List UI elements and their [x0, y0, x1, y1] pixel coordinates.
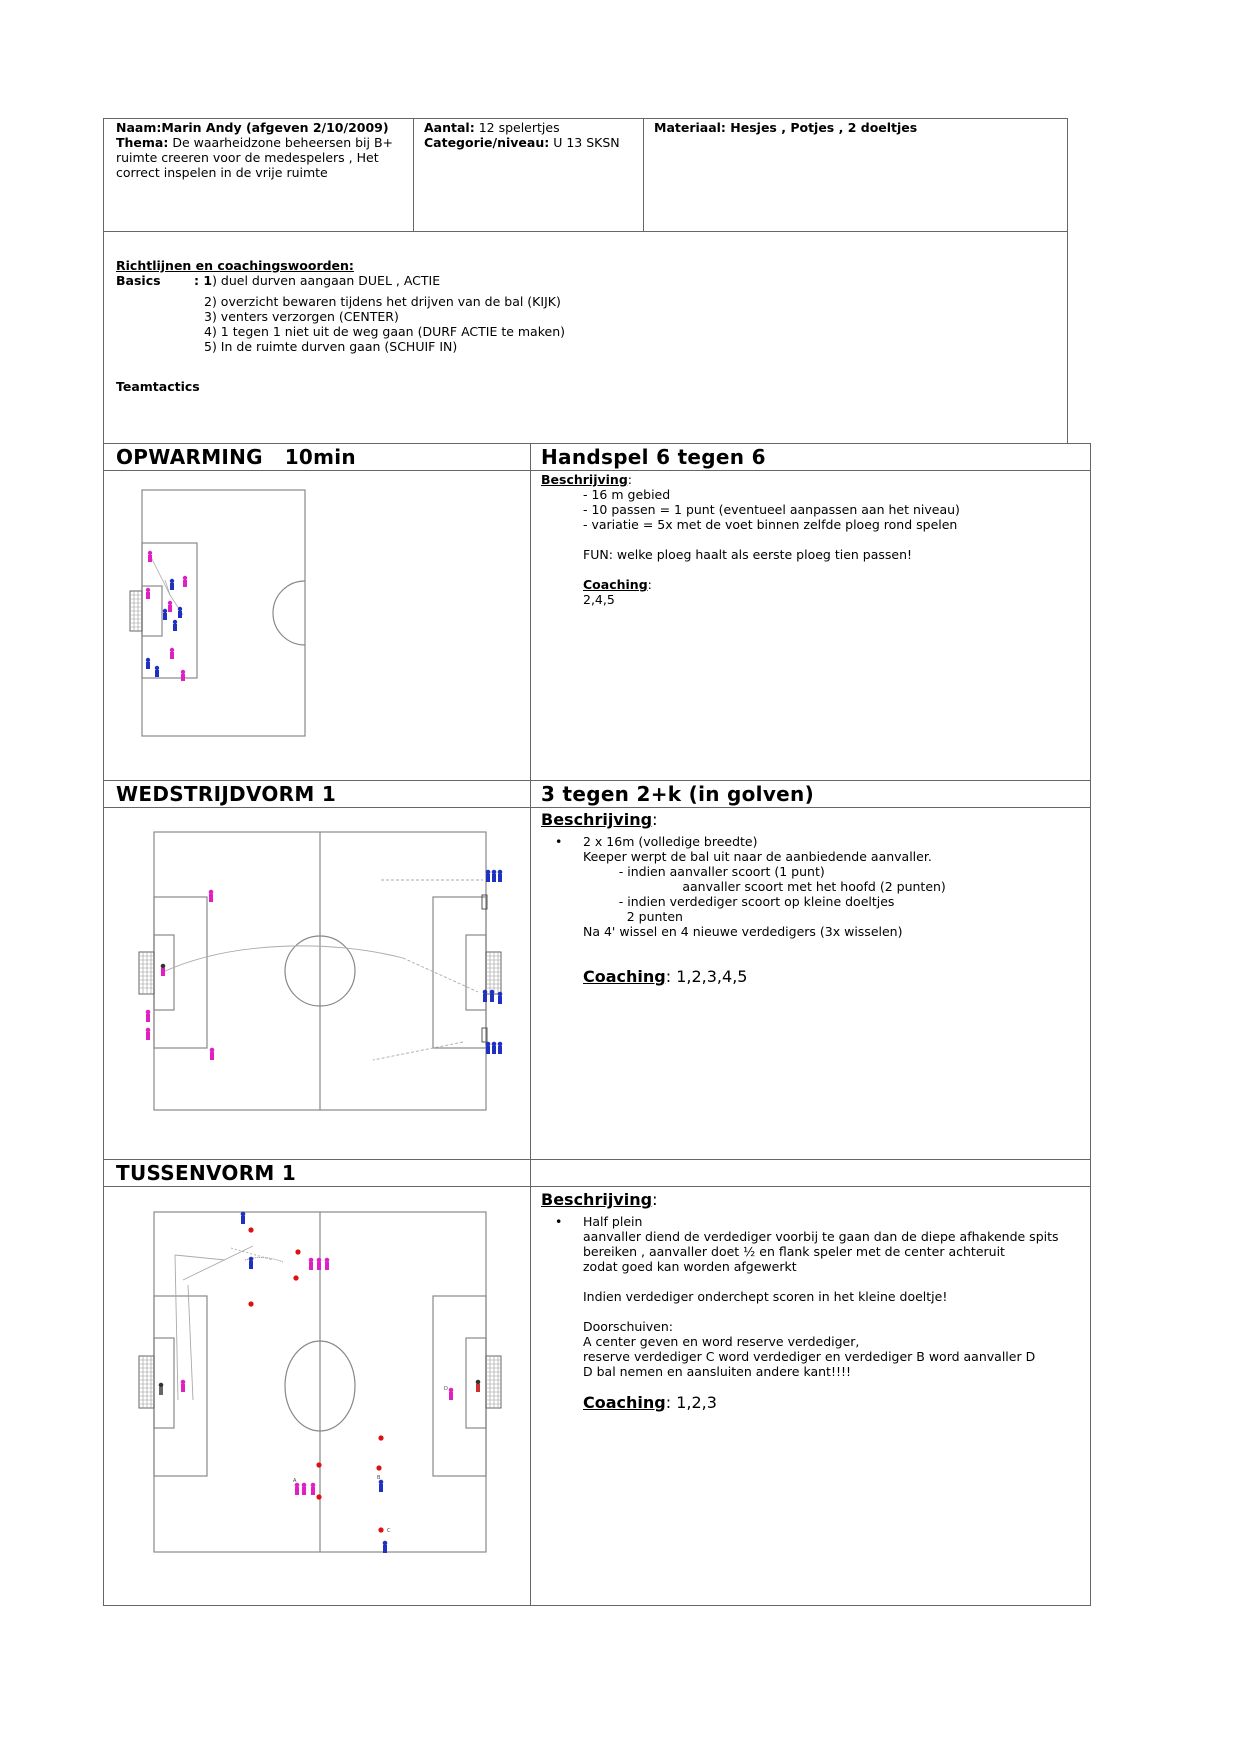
defender-icon [146, 658, 150, 669]
desc1-line-5: FUN: welke ploeg haalt als eerste ploeg tien passen! [583, 547, 913, 562]
row1-title-line [103, 470, 1091, 471]
keeper-icon [159, 1383, 164, 1395]
thema-line-2: ruimte creeren voor de medespelers , Het [116, 150, 379, 165]
defender-icon [492, 1042, 497, 1054]
desc2-bullet: • 2 x 16m (volledige breedte) [583, 834, 1081, 849]
attacker-icon [309, 1258, 314, 1270]
defender-icon [498, 992, 503, 1004]
defender-icon [486, 1042, 491, 1054]
desc3-line-8: A center geven en word reserve verdediger, [583, 1334, 860, 1349]
defender-icon [498, 1042, 503, 1054]
desc2-line-1: Keeper werpt de bal uit naar de aanbiedende aanvaller. [583, 849, 932, 864]
coaching-label-1: Coaching [583, 577, 648, 592]
desc3-line-10: D bal nemen en aansluiten andere kant!!!! [583, 1364, 851, 1379]
desc2-line-5: 2 punten [583, 909, 683, 924]
row2-title-line [103, 807, 1091, 808]
cone-icon [293, 1275, 298, 1280]
wedstrijdvorm-description: Beschrijving: • 2 x 16m (volledige breedte) Keeper werpt de bal uit naar de aanbiedende aanvaller. - indien aanvaller scoort (1 punt) aanvaller scoort met het hoofd (2 punten) - indien verdediger scoort op kleine doeltjes 2 punten Na 4' wissel en 4 nieuwe verdedigers (3x wisselen) Coaching: 1,2,3,4,5 [541, 810, 1081, 984]
attacker-icon [181, 670, 185, 681]
movement-lines [175, 1246, 283, 1400]
naam-value: Marin Andy (afgeven 2/10/2009) [161, 120, 389, 135]
coaching-value-2: : 1,2,3,4,5 [665, 967, 748, 986]
thema-line-1: De waarheidzone beheersen bij B+ [172, 135, 393, 150]
naam-thema-cell [116, 120, 411, 180]
attacker-icon [170, 648, 174, 659]
defender-icon [490, 990, 495, 1002]
materiaal-text: Materiaal: Hesjes , Potjes , 2 doeltjes [654, 120, 918, 135]
tussenvorm-description: Beschrijving: • Half plein aanvaller diend de verdediger voorbij te gaan dan de diepe afhakende spits bereiken , aanvaller doet ½ en flank speler met de center achteruit zodat goed kan worden afgewerkt Indien verdediger onderchept scoren in het kleine doeltje! Doorschuiven: A center geven en word reserve verdediger, reserve verdediger C word verdediger en verdediger B word aanvaller D D bal nemen en aansluiten andere kant!!!! Coaching: 1,2,3 [541, 1190, 1081, 1410]
attacker-icon [146, 1010, 151, 1022]
label-b: B [377, 1475, 381, 1481]
coaching-label-3: Coaching [583, 1393, 666, 1412]
keeper-icon [476, 1380, 481, 1392]
exercise-title-handspel: Handspel 6 tegen 6 [541, 445, 766, 469]
defender-icon [173, 620, 177, 631]
cone-icon [316, 1462, 321, 1467]
left-goal-area [154, 1338, 174, 1428]
attacker-icon [210, 1048, 215, 1060]
tussenvorm-pitch-diagram [133, 1200, 518, 1580]
players-group [146, 870, 503, 1060]
wedstrijdvorm-pitch-diagram [133, 820, 518, 1120]
desc1-line-1: - 16 m gebied [583, 487, 671, 502]
attacker-icon [146, 588, 150, 599]
beschrijving-label-1: Beschrijving [541, 472, 628, 487]
defender-icon [379, 1480, 384, 1492]
basics-first-rest: ) duel durven aangaan DUEL , ACTIE [212, 273, 441, 288]
defender-icon [383, 1541, 388, 1553]
materiaal-cell [654, 120, 1054, 135]
desc3-line-3: zodat goed kan worden afgewerkt [583, 1259, 797, 1274]
defender-icon [163, 609, 167, 620]
coaching-value-3: : 1,2,3 [665, 1393, 717, 1412]
cone-icon [316, 1494, 321, 1499]
players-group [146, 551, 187, 681]
defender-icon [249, 1257, 254, 1269]
attacker-icon [311, 1483, 316, 1495]
attacker-icon [317, 1258, 322, 1270]
attacker-icon [168, 601, 172, 612]
attacker-icon [449, 1388, 454, 1400]
coaching-value-1: 2,4,5 [583, 592, 615, 607]
goal-area [142, 586, 162, 636]
desc2-line-6: Na 4' wissel en 4 nieuwe verdedigers (3x wisselen) [583, 924, 903, 939]
richtlijnen-title: Richtlijnen en coachingswoorden: [116, 258, 354, 273]
exercise-col-divider [530, 443, 531, 1606]
desc3-line-5: Indien verdediger onderchept scoren in het kleine doeltje! [583, 1289, 948, 1304]
defender-icon [483, 990, 488, 1002]
categorie-label: Categorie/niveau: [424, 135, 550, 150]
thema-label: Thema: [116, 135, 169, 150]
movement-lines [163, 880, 483, 1060]
beschrijving-label-2: Beschrijving [541, 810, 653, 829]
opwarming-description: Beschrijving: - 16 m gebied - 10 passen = 1 punt (eventueel aanpassen aan het niveau) - variatie = 5x met de voet binnen zelfde ploeg rond spelen FUN: welke ploeg haalt als eerste ploeg tien passen! Coaching: 2,4,5 [541, 472, 1081, 607]
defender-icon [178, 607, 182, 618]
cone-icon [295, 1249, 300, 1254]
center-arc [273, 581, 305, 645]
teamtactics-label: Teamtactics [116, 379, 200, 394]
aantal-label: Aantal: [424, 120, 475, 135]
cones-group [248, 1227, 383, 1532]
categorie-value: U 13 SKSN [553, 135, 620, 150]
defender-icon [241, 1212, 246, 1224]
desc1-line-3: - variatie = 5x met de voet binnen zelfde ploeg rond spelen [583, 517, 958, 532]
attacker-icon [295, 1483, 300, 1495]
section-title-opwarming: OPWARMING 10min [116, 445, 356, 469]
header-divider-1 [413, 118, 414, 232]
basics-item-5: 5) In de ruimte durven gaan (SCHUIF IN) [204, 339, 458, 354]
attacker-icon [209, 890, 214, 902]
pass-lines [150, 555, 183, 615]
attacker-icon [302, 1483, 307, 1495]
basics-item-4: 4) 1 tegen 1 niet uit de weg gaan (DURF ACTIE te maken) [204, 324, 566, 339]
defender-icon [155, 666, 159, 677]
attacker-icon [181, 1380, 186, 1392]
desc3-line-7: Doorschuiven: [583, 1319, 673, 1334]
label-c: C [387, 1528, 391, 1534]
richtlijnen-block [116, 258, 1016, 394]
desc2-line-3: aanvaller scoort met het hoofd (2 punten) [583, 879, 946, 894]
label-d: D [444, 1386, 448, 1392]
goal-net-icon [139, 952, 154, 994]
desc1-line-2: - 10 passen = 1 punt (eventueel aanpassen aan het niveau) [583, 502, 960, 517]
basics-item-2: 2) overzicht bewaren tijdens het drijven van de bal (KIJK) [204, 294, 561, 309]
row3-top-line [103, 1159, 1091, 1160]
desc2-line-4: - indien verdediger scoort op kleine doeltjes [583, 894, 895, 909]
aantal-cell [424, 120, 639, 150]
exercise-title-3tegen2: 3 tegen 2+k (in golven) [541, 782, 815, 806]
coaching-label-2: Coaching [583, 967, 666, 986]
cone-icon [378, 1435, 383, 1440]
defender-icon [170, 579, 174, 590]
header-divider-2 [643, 118, 644, 232]
section-title-tussenvorm: TUSSENVORM 1 [116, 1161, 297, 1185]
cone-icon [378, 1527, 383, 1532]
attacker-icon [325, 1258, 330, 1270]
desc2-line-2: - indien aanvaller scoort (1 punt) [583, 864, 825, 879]
beschrijving-label-3: Beschrijving [541, 1190, 653, 1209]
defender-icon [492, 870, 497, 882]
goal-net-icon [486, 952, 501, 994]
cone-icon [248, 1301, 253, 1306]
section-title-wedstrijdvorm: WEDSTRIJDVORM 1 [116, 782, 337, 806]
row2-top-line [103, 780, 1091, 781]
goal-net-icon [486, 1356, 501, 1408]
defender-icon [486, 870, 491, 882]
row3-title-line [103, 1186, 1091, 1187]
right-penalty-area [433, 897, 486, 1048]
defender-icon [498, 870, 503, 882]
attacker-icon [183, 576, 187, 587]
attacker-icon [148, 551, 152, 562]
cone-icon [376, 1465, 381, 1470]
desc3-line-9: reserve verdediger C word verdediger en verdediger B word aanvaller D [583, 1349, 1036, 1364]
goal-net-icon [130, 591, 142, 631]
naam-label: Naam: [116, 120, 162, 135]
attacker-icon [146, 1028, 151, 1040]
opwarming-pitch-diagram [125, 485, 315, 740]
label-a: A [293, 1478, 297, 1484]
basics-label: Basics [116, 273, 161, 288]
desc3-line-1: aanvaller diend de verdediger voorbij te gaan dan de diepe afhakende spits [583, 1229, 1059, 1244]
goal-net-icon [139, 1356, 154, 1408]
aantal-value: 12 spelertjes [478, 120, 560, 135]
basics-item-3: 3) venters verzorgen (CENTER) [204, 309, 399, 324]
keeper-icon [161, 964, 166, 976]
thema-line-3: correct inspelen in de vrije ruimte [116, 165, 328, 180]
desc3-line-2: bereiken , aanvaller doet ½ en flank speler met de center achteruit [583, 1244, 1005, 1259]
basics-first-prefix: : 1 [194, 273, 213, 288]
desc3-bullet: • Half plein [583, 1214, 1081, 1229]
cone-icon [248, 1227, 253, 1232]
